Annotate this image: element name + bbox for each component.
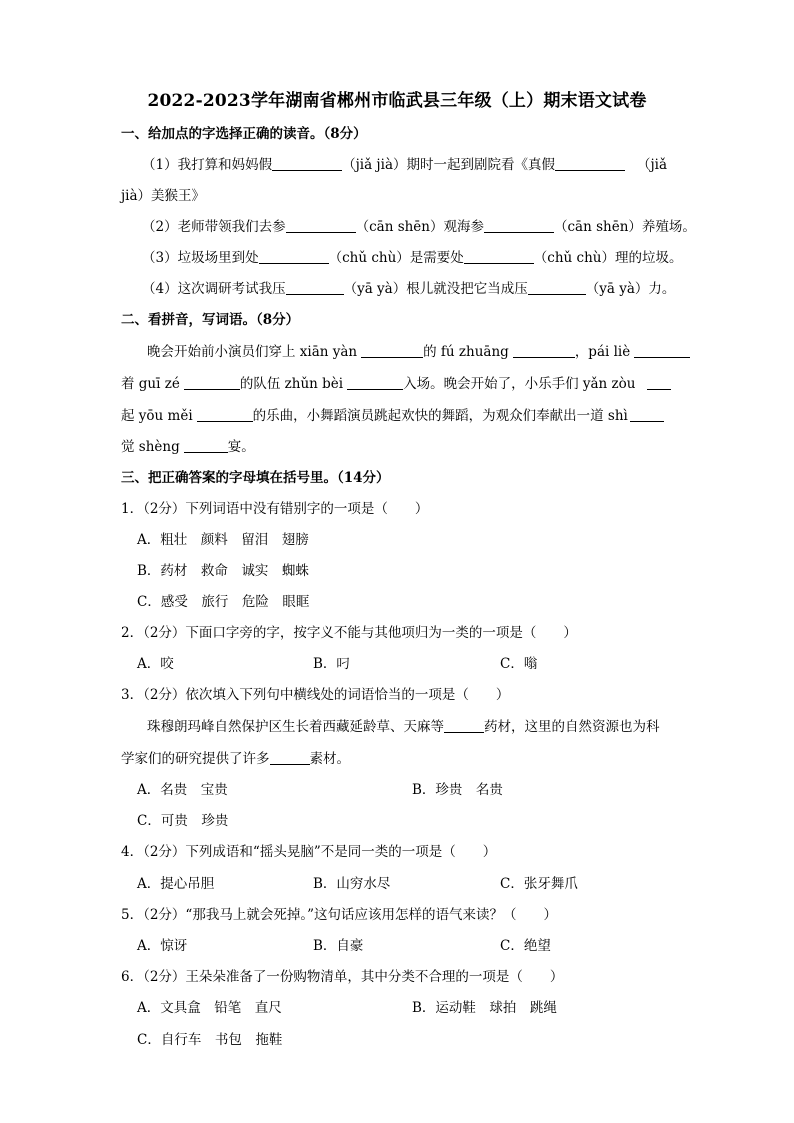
s3-q6-option-b[interactable]: B．运动鞋 球拍 跳绳: [412, 1000, 557, 1016]
answer-blank[interactable]: [197, 407, 253, 422]
s2-l2-text-c: 入场。晚会开始了，小乐手们 yǎn zòu: [403, 376, 636, 392]
s1-q2-text-b: （cān shēn）观海参: [355, 219, 484, 235]
s3-q4-option-a[interactable]: A．提心吊胆: [137, 876, 215, 892]
s1-q2-text-c: （cān shēn）养殖场。: [554, 219, 696, 235]
answer-blank[interactable]: [647, 375, 671, 390]
answer-blank[interactable]: [513, 343, 575, 358]
s3-q3-option-c[interactable]: C．可贵 珍贵: [137, 813, 229, 829]
s3-q1-option-b[interactable]: B．药材 救命 诚实 蜘蛛: [137, 563, 309, 579]
answer-blank[interactable]: [270, 750, 310, 765]
s3-q1-option-c[interactable]: C．感受 旅行 危险 眼眶: [137, 594, 310, 610]
s1-q3-text-b: （chǔ chù）是需要处: [328, 250, 464, 266]
s2-l1-text-a: 晚会开始前小演员们穿上 xiān yàn: [147, 344, 358, 360]
s1-q2-text-a: （2）老师带领我们去参: [142, 219, 286, 235]
s2-line1: [147, 342, 690, 362]
s3-question-6: 6．（2分）王朵朵准备了一份购物清单，其中分类不合理的一项是（ ）: [121, 969, 564, 985]
s3-q2-option-b[interactable]: B．叼: [313, 656, 350, 672]
s3-q5-option-a[interactable]: A．惊讶: [137, 938, 188, 954]
s1-q2: [142, 217, 696, 237]
s3-q3-option-b[interactable]: B．珍贵 名贵: [412, 782, 503, 798]
s1-q3-text-c: （chǔ chù）理的垃圾。: [533, 250, 683, 266]
s3-question-4: 4．（2分）下列成语和“摇头晃脑”不是同一类的一项是（ ）: [121, 844, 497, 860]
s2-l3-text-b: 的乐曲，小舞蹈演员跳起欢快的舞蹈，为观众们奉献出一道 shì: [252, 408, 628, 424]
s2-l2-text-b: 的队伍 zhǔn bèi: [239, 376, 344, 392]
s3-q6-option-c[interactable]: C．自行车 书包 拖鞋: [137, 1032, 283, 1048]
s2-l1-text-b: 的 fú zhuāng: [423, 344, 509, 360]
s3-q3-s1-text-a: 珠穆朗玛峰自然保护区生长着西藏延龄草、天麻等: [147, 719, 444, 735]
answer-blank[interactable]: [347, 375, 403, 390]
s1-q1-line2: jià）美猴王》: [121, 188, 206, 204]
s2-l4-text-a: 觉 shèng: [121, 439, 180, 455]
s1-q4-text-a: （4）这次调研考试我压: [142, 281, 286, 297]
s3-q5-option-b[interactable]: B．自豪: [313, 938, 364, 954]
answer-blank[interactable]: [528, 280, 586, 295]
s3-question-1: 1．（2分）下列词语中没有错别字的一项是（ ）: [121, 501, 429, 517]
answer-blank[interactable]: [464, 249, 534, 264]
s1-q4-text-c: （yā yà）力。: [585, 281, 676, 297]
s2-line4: [121, 437, 255, 457]
s3-q3-s1-text-b: 药材，这里的自然资源也为科: [484, 719, 660, 735]
s1-q4-text-b: （yā yà）根儿就没把它当成压: [343, 281, 528, 297]
answer-blank[interactable]: [444, 718, 484, 733]
page-title: 2022-2023学年湖南省郴州市临武县三年级（上）期末语文试卷: [147, 91, 647, 111]
s2-l3-text-a: 起 yōu měi: [121, 408, 193, 424]
section-3-heading: 三、把正确答案的字母填在括号里。（14分）: [121, 470, 390, 486]
s1-q4: [142, 279, 675, 299]
s1-q1-text-b: （jiǎ jià）期时一起到剧院看《真假: [342, 157, 555, 173]
answer-blank[interactable]: [484, 218, 554, 233]
answer-blank[interactable]: [286, 218, 356, 233]
s1-q3-text-a: （3）垃圾场里到处: [142, 250, 259, 266]
answer-blank[interactable]: [259, 249, 329, 264]
s2-line3: [121, 406, 664, 426]
s3-q2-option-a[interactable]: A．咬: [137, 656, 174, 672]
s3-q1-option-a[interactable]: A．粗壮 颜料 留泪 翅膀: [137, 532, 309, 548]
s3-q5-option-c[interactable]: C．绝望: [500, 938, 551, 954]
answer-blank[interactable]: [184, 375, 240, 390]
answer-blank[interactable]: [184, 438, 228, 453]
section-1-heading: 一、给加点的字选择正确的读音。（8分）: [121, 126, 367, 142]
answer-blank[interactable]: [630, 407, 664, 422]
section-2-heading: 二、看拼音，写词语。（8分）: [121, 312, 300, 328]
s3-q3-option-a[interactable]: A．名贵 宝贵: [137, 782, 228, 798]
s3-q4-option-c[interactable]: C．张牙舞爪: [500, 876, 578, 892]
s3-q3-s2-text-b: 素材。: [309, 751, 350, 767]
answer-blank[interactable]: [272, 156, 342, 171]
s3-q2-option-c[interactable]: C．嗡: [500, 656, 538, 672]
answer-blank[interactable]: [286, 280, 344, 295]
answer-blank[interactable]: [555, 156, 625, 171]
s2-line2: [121, 374, 671, 394]
s3-q3-sentence-2: [121, 749, 350, 769]
s2-l4-text-b: 宴。: [227, 439, 255, 455]
answer-blank[interactable]: [634, 343, 690, 358]
s2-l1-text-c: ，pái liè: [574, 344, 631, 360]
s1-q1-line1: [142, 155, 667, 175]
answer-blank[interactable]: [361, 343, 423, 358]
s3-question-5: 5．（2分）“那我马上就会死掉。”这句话应该用怎样的语气来读？（ ）: [121, 907, 557, 923]
s1-q1-text-c: （jiǎ: [637, 157, 668, 173]
s3-question-3: 3．（2分）依次填入下列句中横线处的词语恰当的一项是（ ）: [121, 687, 510, 703]
s1-q1-text-a: （1）我打算和妈妈假: [142, 157, 273, 173]
s3-q4-option-b[interactable]: B．山穷水尽: [313, 876, 391, 892]
s3-question-2: 2．（2分）下面口字旁的字，按字义不能与其他项归为一类的一项是（ ）: [121, 625, 577, 641]
s3-q3-s2-text-a: 学家们的研究提供了许多: [121, 751, 270, 767]
s1-q3: [142, 248, 683, 268]
s2-l2-text-a: 着 guī zé: [121, 376, 180, 392]
s3-q3-sentence-1: [147, 717, 660, 737]
s3-q6-option-a[interactable]: A．文具盒 铅笔 直尺: [137, 1000, 282, 1016]
